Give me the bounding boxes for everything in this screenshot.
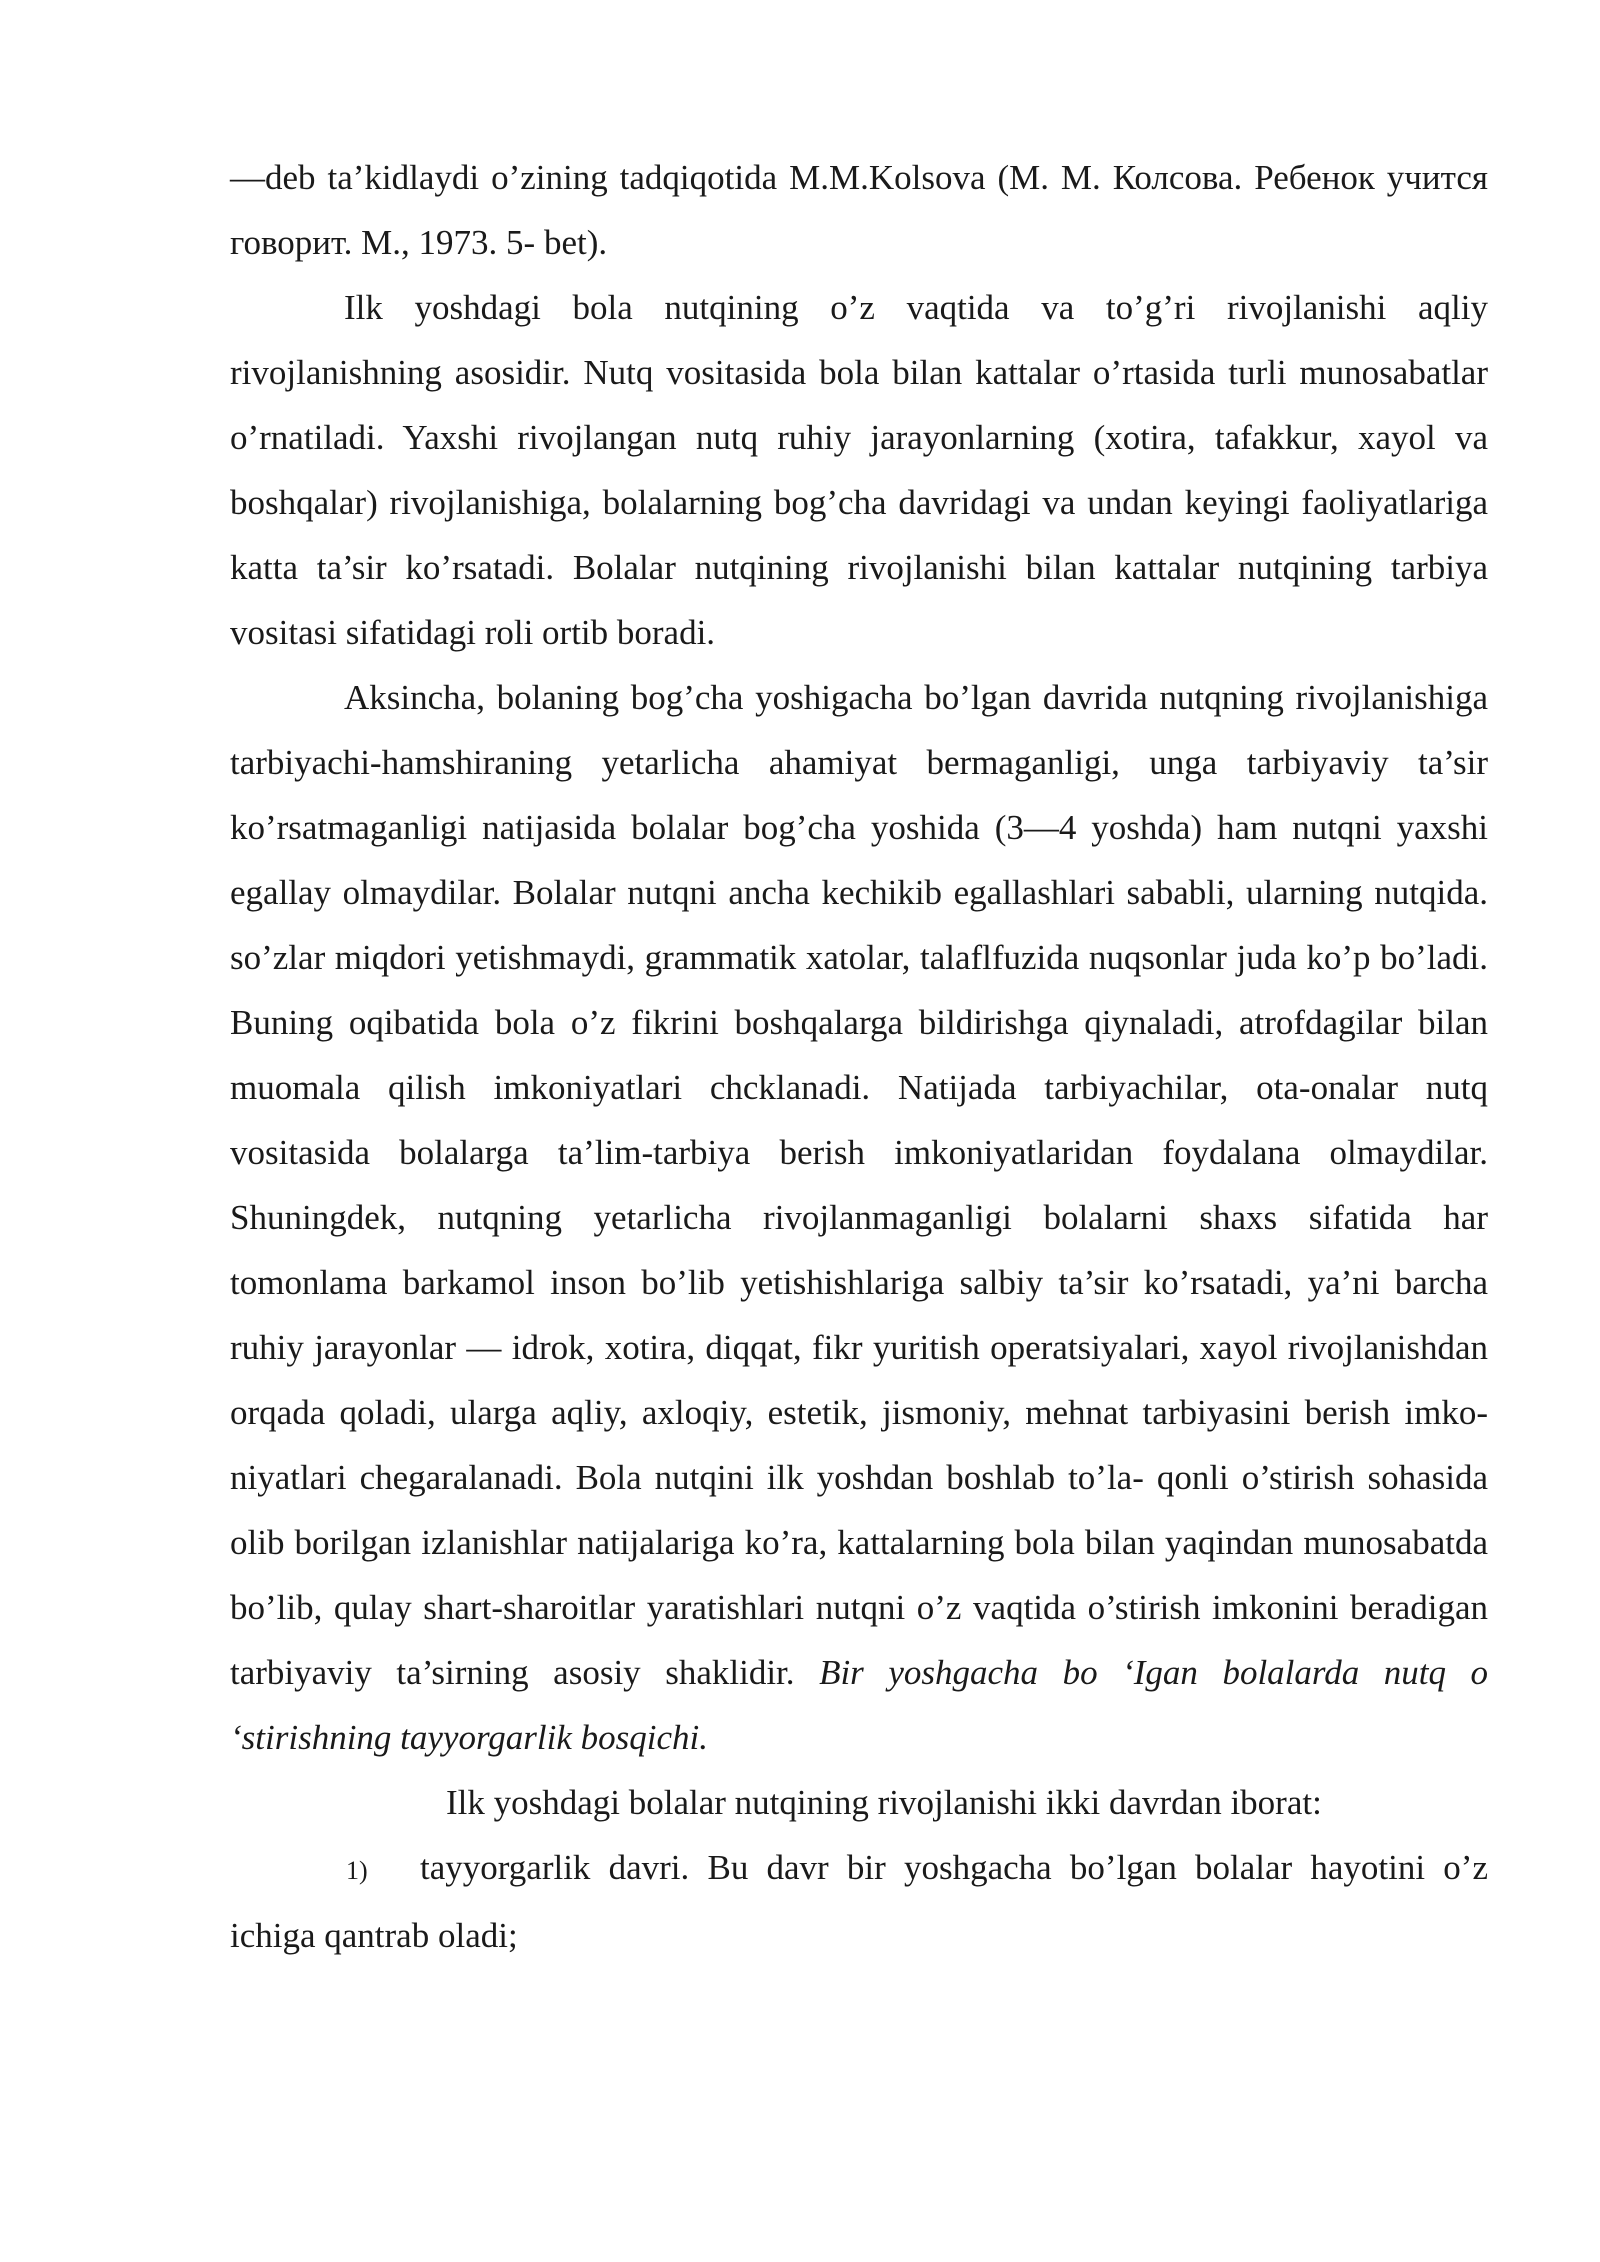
paragraph-consequences-text: Aksincha, bolaning bog’cha yoshigacha bo’lgan davrida nutqning rivojlanishiga tarbiyachi-hamshiraning yetarlicha ahamiyat bermaganligi, unga tarbiyaviy ta’sir ko’rsatmaganligi natijasida bolalar bog’cha yoshida (3—4 yoshda) ham nutqni yaxshi egallay olmaydilar. Bolalar nutqni ancha kechikib egallashlari sababli, ularning nutqida. so’zlar miqdori yetishmaydi, grammatik xatolar, talaflfuzida nuqsonlar juda ko’p bo’ladi. Buning oqibatida bola o’z fikrini boshqalarga bildirishga qiynaladi, atrofdagilar bilan muomala qilish imkoniyatlari chcklanadi. Natijada tarbiyachilar, ota-onalar nutq vositasida bolalarga ta’lim-tarbiya berish imkoniyatlaridan foydalana olmaydilar. Shuningdek, nutqning yetarlicha rivojlanmaganligi bolalarni shaxs sifatida har tomonlama barkamol inson bo’lib yetishishlariga salbiy ta’sir ko’rsatadi, ya’ni barcha ruhiy jarayonlar — idrok, xotira, diqqat, fikr yuritish operatsiyalari, xayol rivojlanishdan orqada qoladi, ularga aqliy, axloqiy, estetik, jismoniy, mehnat tarbiyasini berish imko- niyatlari chegaralanadi. Bola nutqini ilk yoshdan boshlab to’la- qonli o’stirish sohasida olib borilgan izlanishlar natijalariga ko’ra, kattalarning bola bilan yaqindan munosabatda bo’lib, qulay shart-sharoitlar yaratishlari nutqni o’z vaqtida o’stirish imkonini beradigan tarbiyaviy ta’sirning asosiy shaklidir.	[230, 678, 1488, 1692]
list-marker: 1)	[346, 1856, 368, 1885]
document-body	[230, 145, 1488, 1968]
italic-subheading: Bir yoshgacha bo ‘Igan bolalarda nutq o ‘stirishning tayyorgarlik bosqichi.	[230, 1653, 1489, 1757]
list-item	[230, 1835, 1488, 1968]
paragraph-two-periods: Ilk yoshdagi bolalar nutqining rivojlanishi ikki davrdan iborat:	[446, 1783, 1322, 1822]
paragraph-continuation: —deb ta’kidlaydi o’zining tadqiqotida M.M.Kolsova (М. М. Колсова. Ребенок учится говорит. М., 1973. 5- bet).	[230, 158, 1488, 262]
paragraph-consequences	[230, 665, 1488, 1770]
list-item-text: tayyorgarlik davri. Bu davr bir yoshgacha bo’lgan bolalar hayotini o’z ichiga qantrab oladi;	[230, 1848, 1488, 1955]
paragraph-speech-development: Ilk yoshdagi bola nutqining o’z vaqtida va to’g’ri rivojlanishi aqliy rivojlanishning asosidir. Nutq vositasida bola bilan kattalar o’rtasida turli munosabatlar o’rnatiladi. Yaxshi rivojlangan nutq ruhiy jarayonlarning (xotira, tafakkur, xayol va boshqalar) rivojlanishiga, bolalarning bog’cha davridagi va undan keyingi faoliyatlariga katta ta’sir ko’rsatadi. Bolalar nutqining rivojlanishi bilan kattalar nutqining tarbiya vositasi sifatidagi roli ortib boradi.	[230, 288, 1488, 652]
